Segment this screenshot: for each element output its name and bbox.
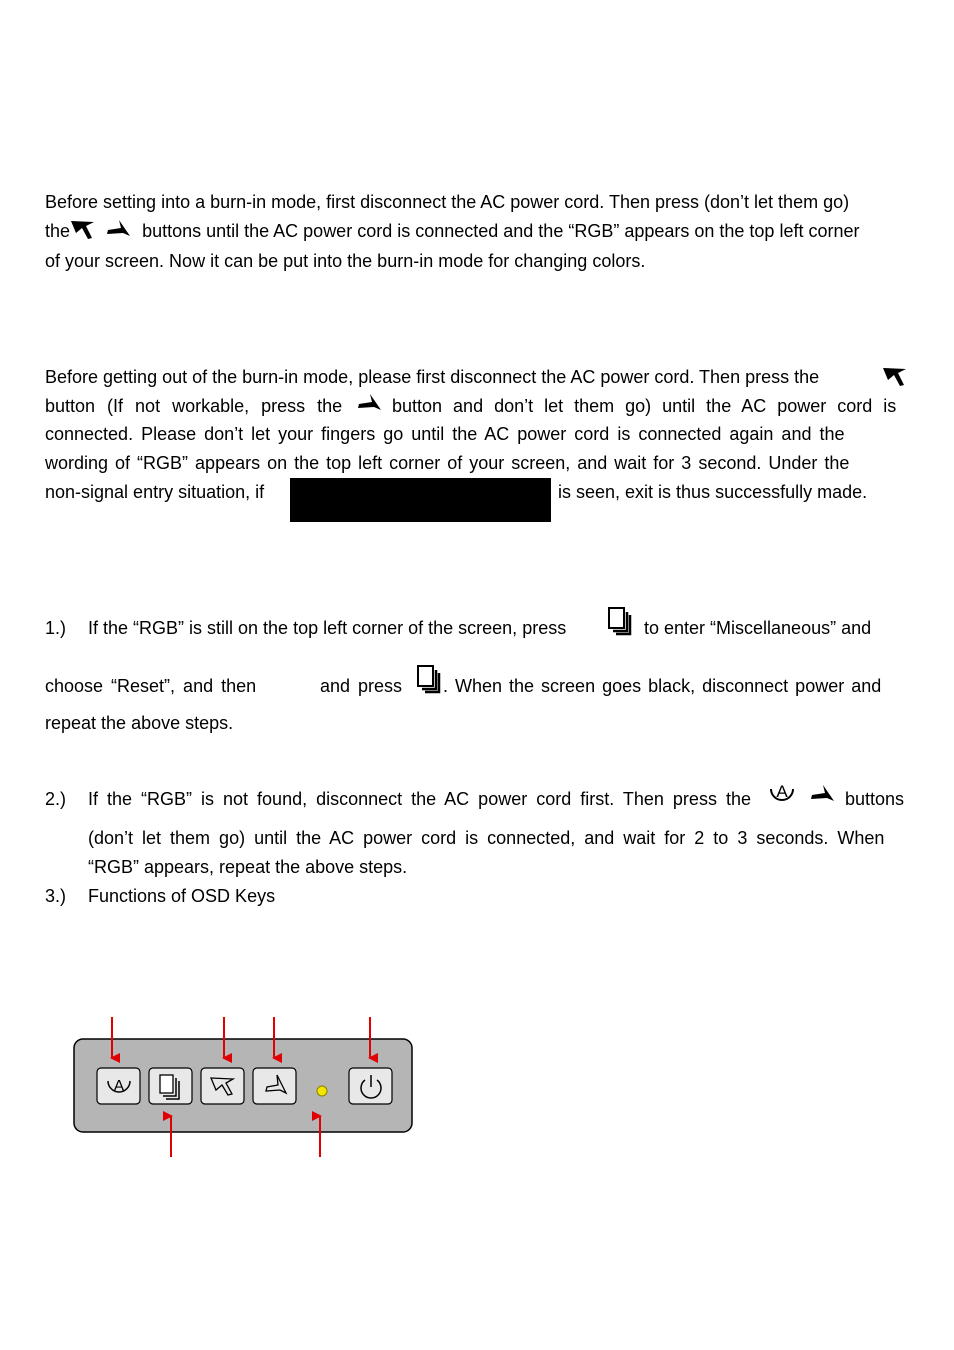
list-item-1-text-b: to enter “Miscellaneous” and (644, 618, 872, 638)
p2-line-5-pre: non-signal entry situation, if (45, 482, 265, 502)
list-item-2-line-2: (don’t let them go) until the AC power cord is connected, and wait for 2 to 3 seconds. When (88, 828, 885, 848)
down-arrow-icon (70, 218, 96, 240)
list-item-1-line-2 (45, 676, 908, 697)
up-button (253, 1068, 296, 1104)
p2-line-3: connected. Please don’t let your fingers go until the AC power cord is connected again and the (45, 424, 845, 444)
list-item-1-text-a: If the “RGB” is still on the top left corner of the screen, press (88, 618, 567, 638)
osd-keys-diagram (64, 995, 424, 1175)
p1-the: the (45, 221, 71, 241)
list-item-1-text-c-pre: choose “Reset”, and then (45, 676, 257, 696)
p2-line-2-pre: button (If not workable, press the (45, 396, 343, 416)
p1-line-1: Before setting into a burn-in mode, first disconnect the AC power cord. Then press (don’t let them go) (45, 192, 850, 212)
list-item-2-line-3: “RGB” appears, repeat the above steps. (88, 857, 408, 877)
list-item-1-line-1 (88, 618, 908, 639)
list-item-1-text-c-mid: and press (320, 676, 403, 696)
auto-button (97, 1068, 140, 1104)
list-item-1-text-c-post: . When the screen goes black, disconnect power and (443, 676, 882, 696)
power-led (317, 1086, 327, 1096)
svg-text:A: A (776, 782, 788, 801)
menu-icon (416, 664, 442, 694)
down-arrow-icon (882, 365, 908, 387)
down-button (201, 1068, 244, 1104)
power-button (349, 1068, 392, 1104)
auto-icon (767, 777, 797, 807)
auto-button-label: A (113, 1078, 125, 1095)
list-item-2-text-a: If the “RGB” is not found, disconnect the AC power cord first. Then press the (88, 789, 751, 809)
redacted-osd-box (290, 478, 551, 522)
p1-line-3: of your screen. Now it can be put into the burn-in mode for changing colors. (45, 251, 646, 271)
p2-line-1 (45, 367, 908, 388)
p2-line-5-post: is seen, exit is thus successfully made. (558, 482, 868, 502)
list-item-2-line-1 (88, 782, 908, 810)
p2-line-4: wording of “RGB” appears on the top left corner of your screen, and wait for 3 second. Under the (45, 453, 850, 473)
list-number-1: 1.) (45, 618, 67, 638)
up-arrow-icon (809, 783, 835, 805)
up-arrow-icon (105, 218, 131, 240)
menu-icon (607, 606, 633, 636)
list-item-2-text-a-post: buttons (845, 789, 905, 809)
list-number-2: 2.) (45, 789, 67, 809)
menu-button (149, 1068, 192, 1104)
p2-line-2-post: button and don’t let them go) until the AC power cord is (392, 396, 897, 416)
up-arrow-icon (356, 392, 382, 414)
list-number-3: 3.) (45, 886, 67, 906)
list-item-1-line-3: repeat the above steps. (45, 713, 234, 733)
p2-line-1-text: Before getting out of the burn-in mode, please first disconnect the AC power cord. Then press the (45, 367, 820, 387)
p1-line-2-text: buttons until the AC power cord is connected and the “RGB” appears on the top left corner (142, 221, 860, 241)
p1-line-2 (45, 221, 908, 242)
p2-line-2 (45, 396, 908, 417)
list-item-3-text: Functions of OSD Keys (88, 886, 276, 906)
